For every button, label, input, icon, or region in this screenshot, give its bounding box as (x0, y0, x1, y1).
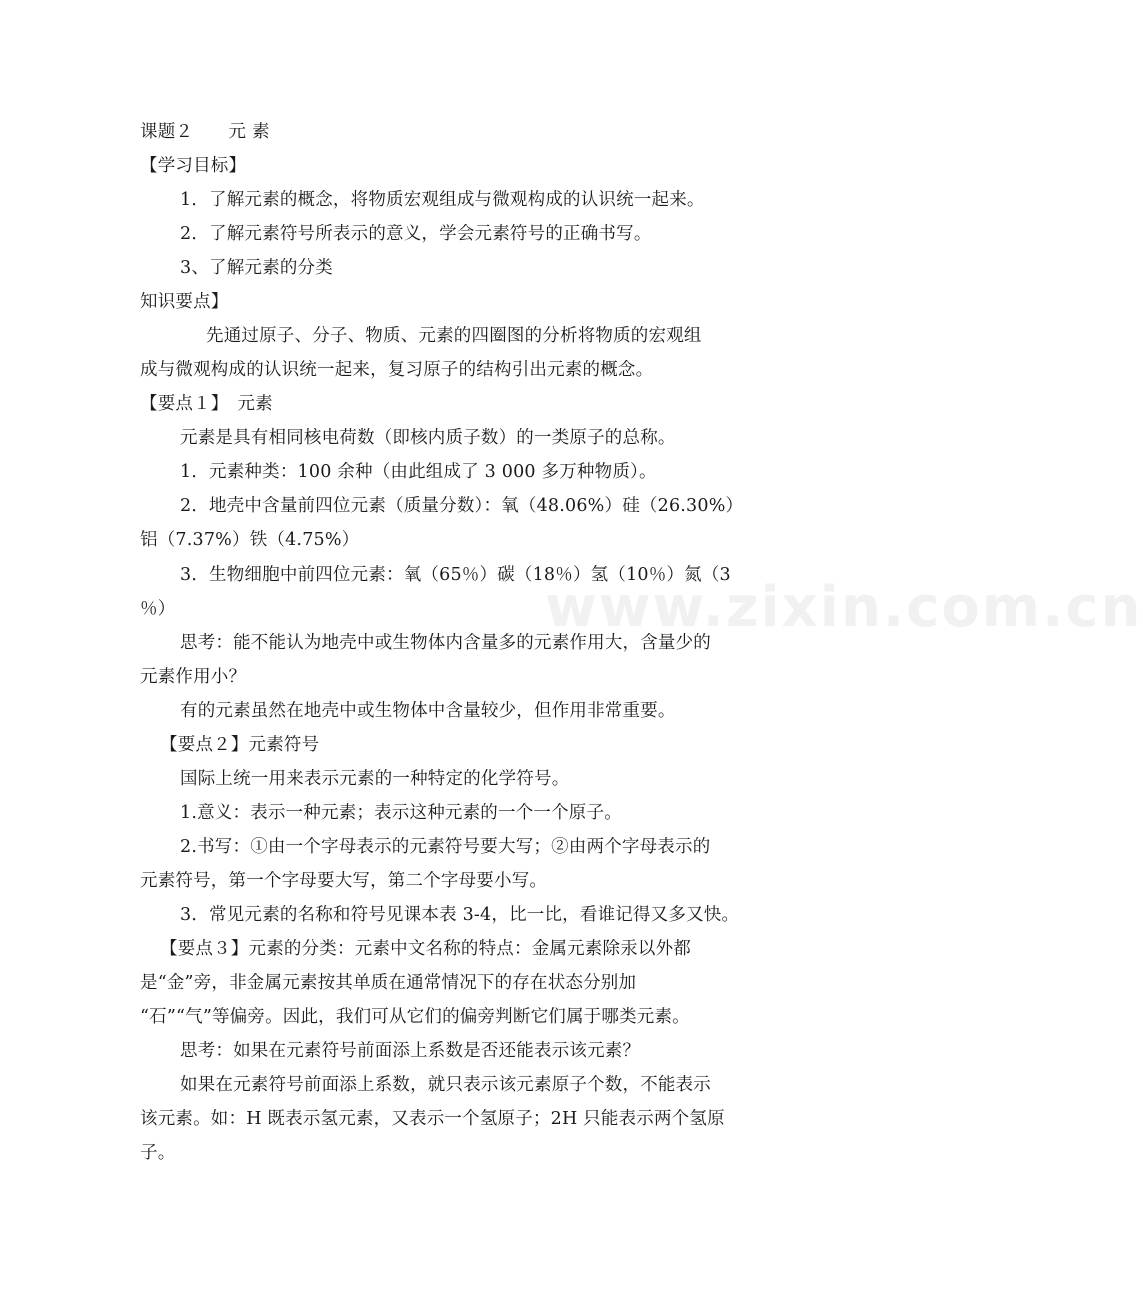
think1-line-1: 思考：能不能认为地壳中或生物体内含量多的元素作用大，含量少的 (180, 633, 711, 653)
answer2-line-2: 该元素。如：H 既表示氢元素，又表示一个氢原子；2H 只能表示两个氢原 (140, 1109, 725, 1129)
goals-heading: 【学习目标】 (140, 156, 247, 176)
point1-item-2-line-2: 铝（7.37%）铁（4.75%） (140, 530, 360, 550)
intro-line-1: 先通过原子、分子、物质、元素的四圈图的分析将物质的宏观组 (206, 326, 702, 346)
think1-line-2: 元素作用小？ (140, 667, 247, 687)
point3-line-1: 【要点３】元素的分类：元素中文名称的特点：金属元素除汞以外都 (160, 939, 691, 959)
point2-item-1: 1.意义：表示一种元素；表示这种元素的一个一个原子。 (180, 803, 622, 823)
lesson-title: 课题２ 元 素 (140, 122, 270, 142)
point2-item-2-line-2: 元素符号，第一个字母要大写，第二个字母要小写。 (140, 871, 548, 891)
knowledge-heading: 知识要点】 (140, 292, 229, 312)
intro-line-2: 成与微观构成的认识统一起来，复习原子的结构引出元素的概念。 (140, 360, 654, 380)
point1-heading: 【要点１】 元素 (140, 394, 273, 414)
goal-item-1: 1．了解元素的概念，将物质宏观组成与微观构成的认识统一起来。 (180, 190, 705, 210)
point2-item-2-line-1: 2.书写：①由一个字母表示的元素符号要大写；②由两个字母表示的 (180, 837, 711, 857)
answer1: 有的元素虽然在地壳中或生物体中含量较少，但作用非常重要。 (180, 701, 676, 721)
think2: 思考：如果在元素符号前面添上系数是否还能表示该元素？ (180, 1041, 641, 1061)
point1-item-2-line-1: 2．地壳中含量前四位元素（质量分数）：氧（48.06%）硅（26.30%） (180, 496, 744, 516)
watermark: www.zixin.com.cn (545, 575, 1143, 640)
goal-item-2: 2．了解元素符号所表示的意义，学会元素符号的正确书写。 (180, 224, 652, 244)
answer2-line-3: 子。 (140, 1143, 176, 1163)
point1-item-1: 1．元素种类：100 余种（由此组成了 3 000 多万种物质）。 (180, 462, 657, 482)
point2-definition: 国际上统一用来表示元素的一种特定的化学符号。 (180, 769, 570, 789)
point3-line-2: 是“金”旁，非金属元素按其单质在通常情况下的存在状态分别加 (140, 973, 637, 993)
point2-heading: 【要点２】元素符号 (160, 735, 320, 755)
point1-item-3-line-1: 3．生物细胞中前四位元素：氧（65％）碳（18％）氢（10％）氮（3 (180, 565, 731, 585)
point2-item-3: 3．常见元素的名称和符号见课本表 3-4，比一比，看谁记得又多又快。 (180, 905, 740, 925)
point3-line-3: “石”“气”等偏旁。因此，我们可从它们的偏旁判断它们属于哪类元素。 (140, 1007, 690, 1027)
point1-item-3-line-2: ％） (140, 599, 176, 619)
point1-definition: 元素是具有相同核电荷数（即核内质子数）的一类原子的总称。 (180, 428, 676, 448)
answer2-line-1: 如果在元素符号前面添上系数，就只表示该元素原子个数，不能表示 (180, 1075, 711, 1095)
goal-item-3: 3、了解元素的分类 (180, 258, 333, 278)
